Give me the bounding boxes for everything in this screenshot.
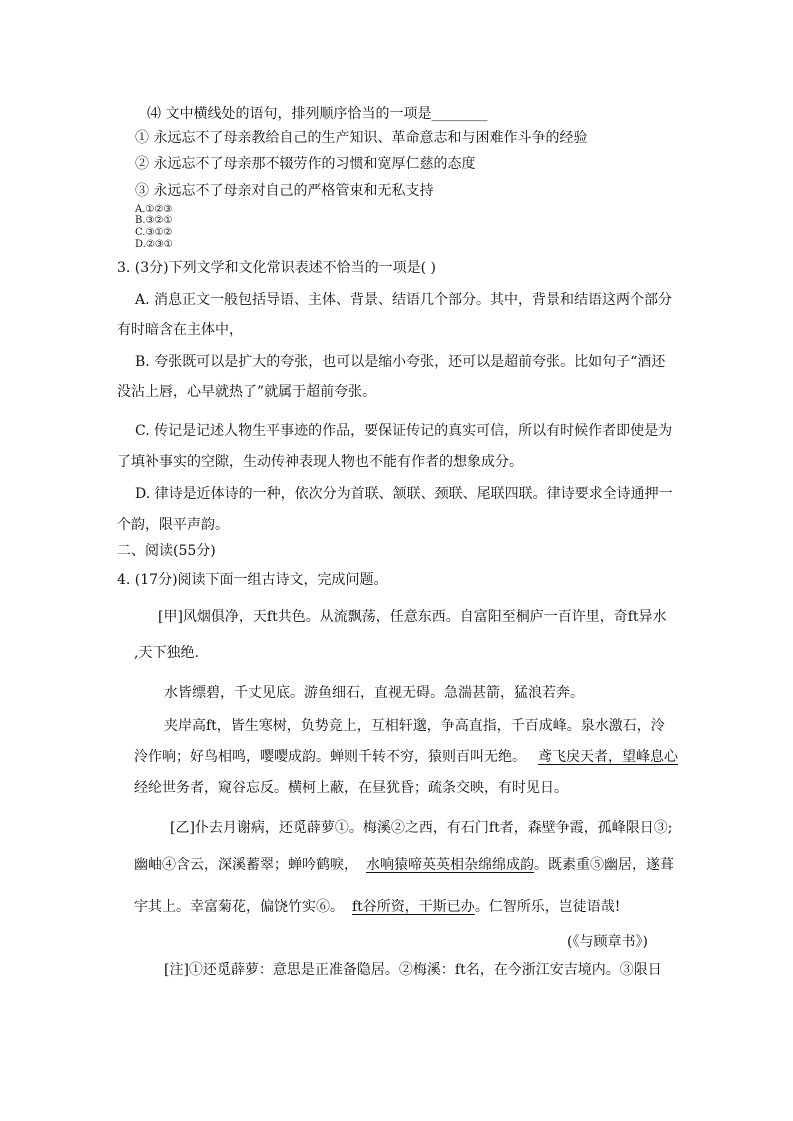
jia-line-4: 夹岸高ft，皆生寒树，负势竞上，互相轩邈，争高直指，千百成峰。泉水激石，泠 (164, 718, 665, 734)
q3-option-b-line1: B. 夸张既可以是扩大的夸张，也可以是缩小夸张，还可以是超前夸张。比如句子“酒还 (135, 354, 666, 370)
jia-line-1: [甲]风烟俱净，天ft共色。从流飘荡，任意东西。自富阳至桐庐一百许里，奇ft异水 (158, 609, 667, 625)
q3-option-c-line2: 了填补事实的空隙，生动传神表现人物也不能有作者的想象成分。 (117, 454, 523, 470)
yi-line-2 (134, 855, 674, 875)
jia-line-3: 水皆缥碧，千丈见底。游鱼细石，直视无碍。急湍甚箭，猛浪若奔。 (164, 685, 584, 701)
q4-sub-item-2: ② 永远忘不了母亲那不辍劳作的习惯和宽厚仁慈的态度 (135, 156, 476, 172)
yi-line-3-text: 宇其上。幸富菊花，偏饶竹实⑥。 (134, 899, 344, 915)
q3-option-a-line2: 有时暗含在主体中， (117, 322, 243, 338)
jia-underlined-phrase: 鸢飞戾天者，望峰息心 (538, 749, 678, 765)
yi-line-1: [乙]仆去月谢病，还觅薜萝①。梅溪②之西，有石门ft者，森壁争霞，孤峰限日③; (170, 820, 673, 836)
q4-sub-stem: ⑷ 文中横线处的语句，排列顺序恰当的一项是________ (147, 106, 488, 122)
yi-line-3-tail: 。仁智所乐，岂徒语哉! (474, 899, 621, 915)
q4-sub-option-a: A.①②③ (135, 204, 173, 215)
jia-line-2: ,天下独绝. (134, 645, 199, 661)
yi-line-3 (134, 897, 620, 917)
yi-line-2-text: 幽岫④含云，深溪蓄翠；蝉吟鹤唳， (134, 857, 358, 873)
annotation-line: [注]①还觅薜萝：意思是正准备隐居。②梅溪：ft名，在今浙江安吉境内。③限日 (164, 962, 662, 978)
q3-option-a-line1: A. 消息正文一般包括导语、主体、背景、结语几个部分。其中，背景和结语这两个部分 (135, 292, 673, 308)
yi-underlined-phrase-1: 水响猿啼英英相杂绵绵成韵 (366, 857, 534, 873)
jia-line-6: 经纶世务者，窥谷忘反。横柯上蔽，在昼犹昏；疏条交映，有时见日。 (134, 780, 568, 796)
yi-line-2-tail: 。既素重⑤幽居，遂葺 (534, 857, 674, 873)
q3-option-c-line1: C. 传记是记述人物生平事迹的作品，要保证传记的真实可信，所以有时候作者即使是为 (135, 423, 673, 439)
q3-option-d-line1: D. 律诗是近体诗的一种，依次分为首联、颔联、颈联、尾联四联。律诗要求全诗通押一 (135, 486, 673, 502)
q4-sub-item-1: ① 永远忘不了母亲教给自己的生产知识、革命意志和与困难作斗争的经验 (135, 130, 588, 146)
q4-sub-option-d: D.②③① (135, 239, 173, 250)
q3-option-d-line2: 个韵，限平声韵。 (117, 517, 229, 533)
q4-stem: 4. (17分)阅读下面一组古诗文，完成问题。 (117, 572, 388, 588)
q4-sub-item-3: ③ 永远忘不了母亲对自己的严格管束和无私支持 (135, 183, 434, 199)
q3-stem: 3. (3分)下列文学和文化常识表述不恰当的一项是( ) (117, 260, 437, 276)
q4-sub-option-c: C.③①② (135, 227, 173, 238)
jia-line-5 (134, 747, 678, 767)
q4-sub-option-b: B.③②① (135, 215, 173, 226)
q3-option-b-line2: 没沾上唇，心早就热了”就属于超前夸张。 (117, 384, 377, 400)
source-citation: (《与顾章书》) (567, 934, 648, 950)
jia-line-5-text: 泠作响；好鸟相鸣，嘤嘤成韵。蝉则千转不穷，猿则百叫无绝。 (134, 749, 526, 765)
yi-underlined-phrase-2: ft谷所资，干斯已办 (352, 899, 475, 915)
section-title-reading: 二、阅读(55分) (117, 543, 216, 559)
